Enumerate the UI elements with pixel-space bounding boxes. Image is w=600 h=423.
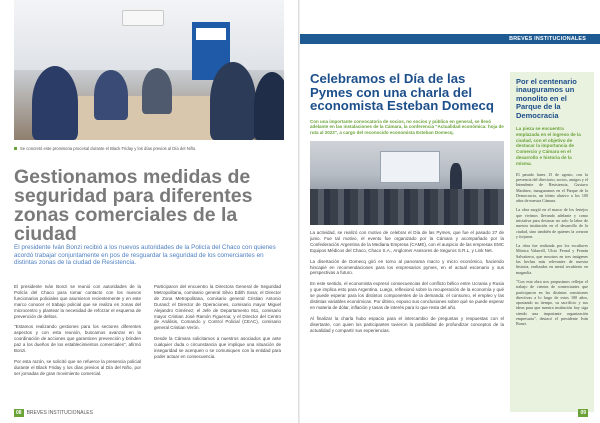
paragraph: "Con esta obra nos propusimos reflejar el trabajo de cientos de comerciantes que participaron en las distintas comisiones directivas a lo largo de estos 100 años, apostando su tiempo, su sacrificio y sus ideas para que nuestra institución hoy siga siendo una importante organización empresaria", destacó el presidente Iván Bonzi. [516,278,588,327]
paragraph: La disertación de Domecq giró en torno al panorama macro y micro económico, haciendo hincapié en recomendaciones para los empresarios pymes, en el actual escenario y sus perspectivas a futuro. [310,258,504,276]
paragraph: La actividad, se realizó con motivo de celebrar el Día de las Pymes, que fue el pasado 27 de junio. Fue tal motivo, el evento fue organizado por la Cámara y acompañado por la Confederación Argentina de la Mediana Empresa (CAME), con el auspicio de las empresas EMC Equipos Médicos del Chaco, Chaco S.A., Anglomer Asesores de Seguros S.R.L. y Link Net. [310,230,504,253]
article-lead: Con una importante convocatoria de socios, no socios y público en general, se llevó adelante en las instalaciones de la Cámara, la conferencia "Actualidad económica: hoja de ruta al 2023", a cargo del reconocido economista Esteban Domecq. [310,118,504,135]
paragraph: El presidente Iván Bonzi se reunió con autoridades de la Policía del Chaco para tomar contacto con los nuevos funcionarios policiales que asumieron recientemente y en este marco conocer el trabajo policial que se realiza en zonas del microcentro y plantear la necesidad de reforzar el esquema de prevención de delitos. [14,284,141,319]
left-footer [14,409,93,417]
photo-caption: Se concretó este promisoria procesal durante el Black Friday y los días previos al Día del Niño. [14,146,196,151]
right-page [300,0,600,423]
section-footer: BREVES INSTITUCIONALES [26,410,93,416]
paragraph: Desde la Cámara solicitamos a nuestros asociados que ante cualquier duda o circunstancia que implique una situación de inseguridad se acerquen o se comuniquen con la entidad para poder actuar en consecuencia. [154,336,281,359]
police-meeting-photo [14,0,284,140]
paragraph: Participaron del encuentro la Directora General de Seguridad Metropolitana, comisario general Silvio Edith Sosa; el Director de Zona Metropolitana, comisario general Cristian Antonio Durand; el Director de Operaciones, comisario mayor Miguel Alejandro Giménez; el Jefe de Departamento 911, comisario mayor Cristian José Ramón Figueroa; y el Director del Centro de Análisis, Comando y Control Policial (CEAC), comisario general Cristian Verón. [154,284,281,331]
paragraph: En este sentido, el economista expresó consecuencias del conflicto bélico entre Ucrania y Rusia y que implica esto para Argentina. Luego, reflexionó sobre la recuperación de la economía y qué se puede esperar para los distintos componentes de la demanda: el consumo, el empleo y las distintas variables económicas. Por último, expuso sus conclusiones sobre qué se puede esperar en materia de dólar, inflación y tasas de interés para lo que resta del año. [310,281,504,310]
paragraph: La obra fue realizada por los escultores Mónica Valarrell, Ulcio Fernal y Fernán Salvatierra, que nosotros en tres imágenes las hechas más relevantes de nuestra historia, realizadas en metal recubierto en magnolia. [516,243,588,275]
paragraph: "Estamos realizando gestiones para los sectores diferentes aspectos y con esta reunión, buscamos avanzar en la coordinación de acciones que garanticen prevención y brinden paz a los dueños de los establecimientos comerciales", afirmó Bonzi. [14,324,141,354]
sidebar-lead: La pieza se encuentra emplazada en el ingreso de la ciudad, con el objetivo de destacar la importancia de Comercio y Cámara en el desarrollo e historia de la misma. [516,126,581,166]
right-footer [575,409,588,417]
sidebar-box [510,72,594,412]
article-column-1 [14,284,141,382]
paragraph: Al finalizar la charla hubo espacio para el intercambio de preguntas y respuestas con el disertante, con quien los participantes tuvieron la posibilidad de profundizar conceptos de la actualidad y compartir sus experiencias. [310,315,504,333]
section-label: BREVES INSTITUCIONALES [509,36,586,42]
sidebar-title: Por el centenario inauguramos un monolito en el Parque de la Democracia [516,77,577,120]
page-title: Gestionamos medidas de seguridad para diferentes zonas comerciales de la ciudad [14,166,253,245]
conference-photo [310,141,504,225]
sidebar-body [516,172,588,327]
page-number: 08 [16,410,22,416]
article-title: Celebramos el Día de las Pymes con una charla del economista Esteban Domecq [310,71,494,113]
paragraph: La obra surgió en el marco de los festejos que vivimos llevando adelante y como iniciativa para destacar no solo la labor de nuestra institución en el desarrollo de la ciudad, sino también de quienes la crearon y forjaron. [516,207,588,239]
article-header [310,72,504,136]
article-body [310,230,504,339]
page-number: 09 [580,410,586,416]
left-page [0,0,298,423]
paragraph: Por esta razón, se solicitó que se refuerce la presencia policial durante el Black Friday y los días previos al Día del Niño, por ser jornadas de gran movimiento comercial. [14,358,141,376]
article-lead: El presidente Iván Bonzi recibió a los nuevos autoridades de la Policía del Chaco con quienes acordó trabajar conjuntamente en pos de resguardar la seguridad de los comerciantes en distintas zonas de la ciudad de Resistencia. [14,244,276,267]
article-column-2 [154,284,281,365]
paragraph: El pasado lunes 15 de agosto, con la presencia del directorio, socios, amigos y el Intendente de Resistencia, Gustavo Martínez, inauguramos en el Parque de la Democracia, un tótem alusivo a los 100 años de nuestra Cámara. [516,171,588,204]
